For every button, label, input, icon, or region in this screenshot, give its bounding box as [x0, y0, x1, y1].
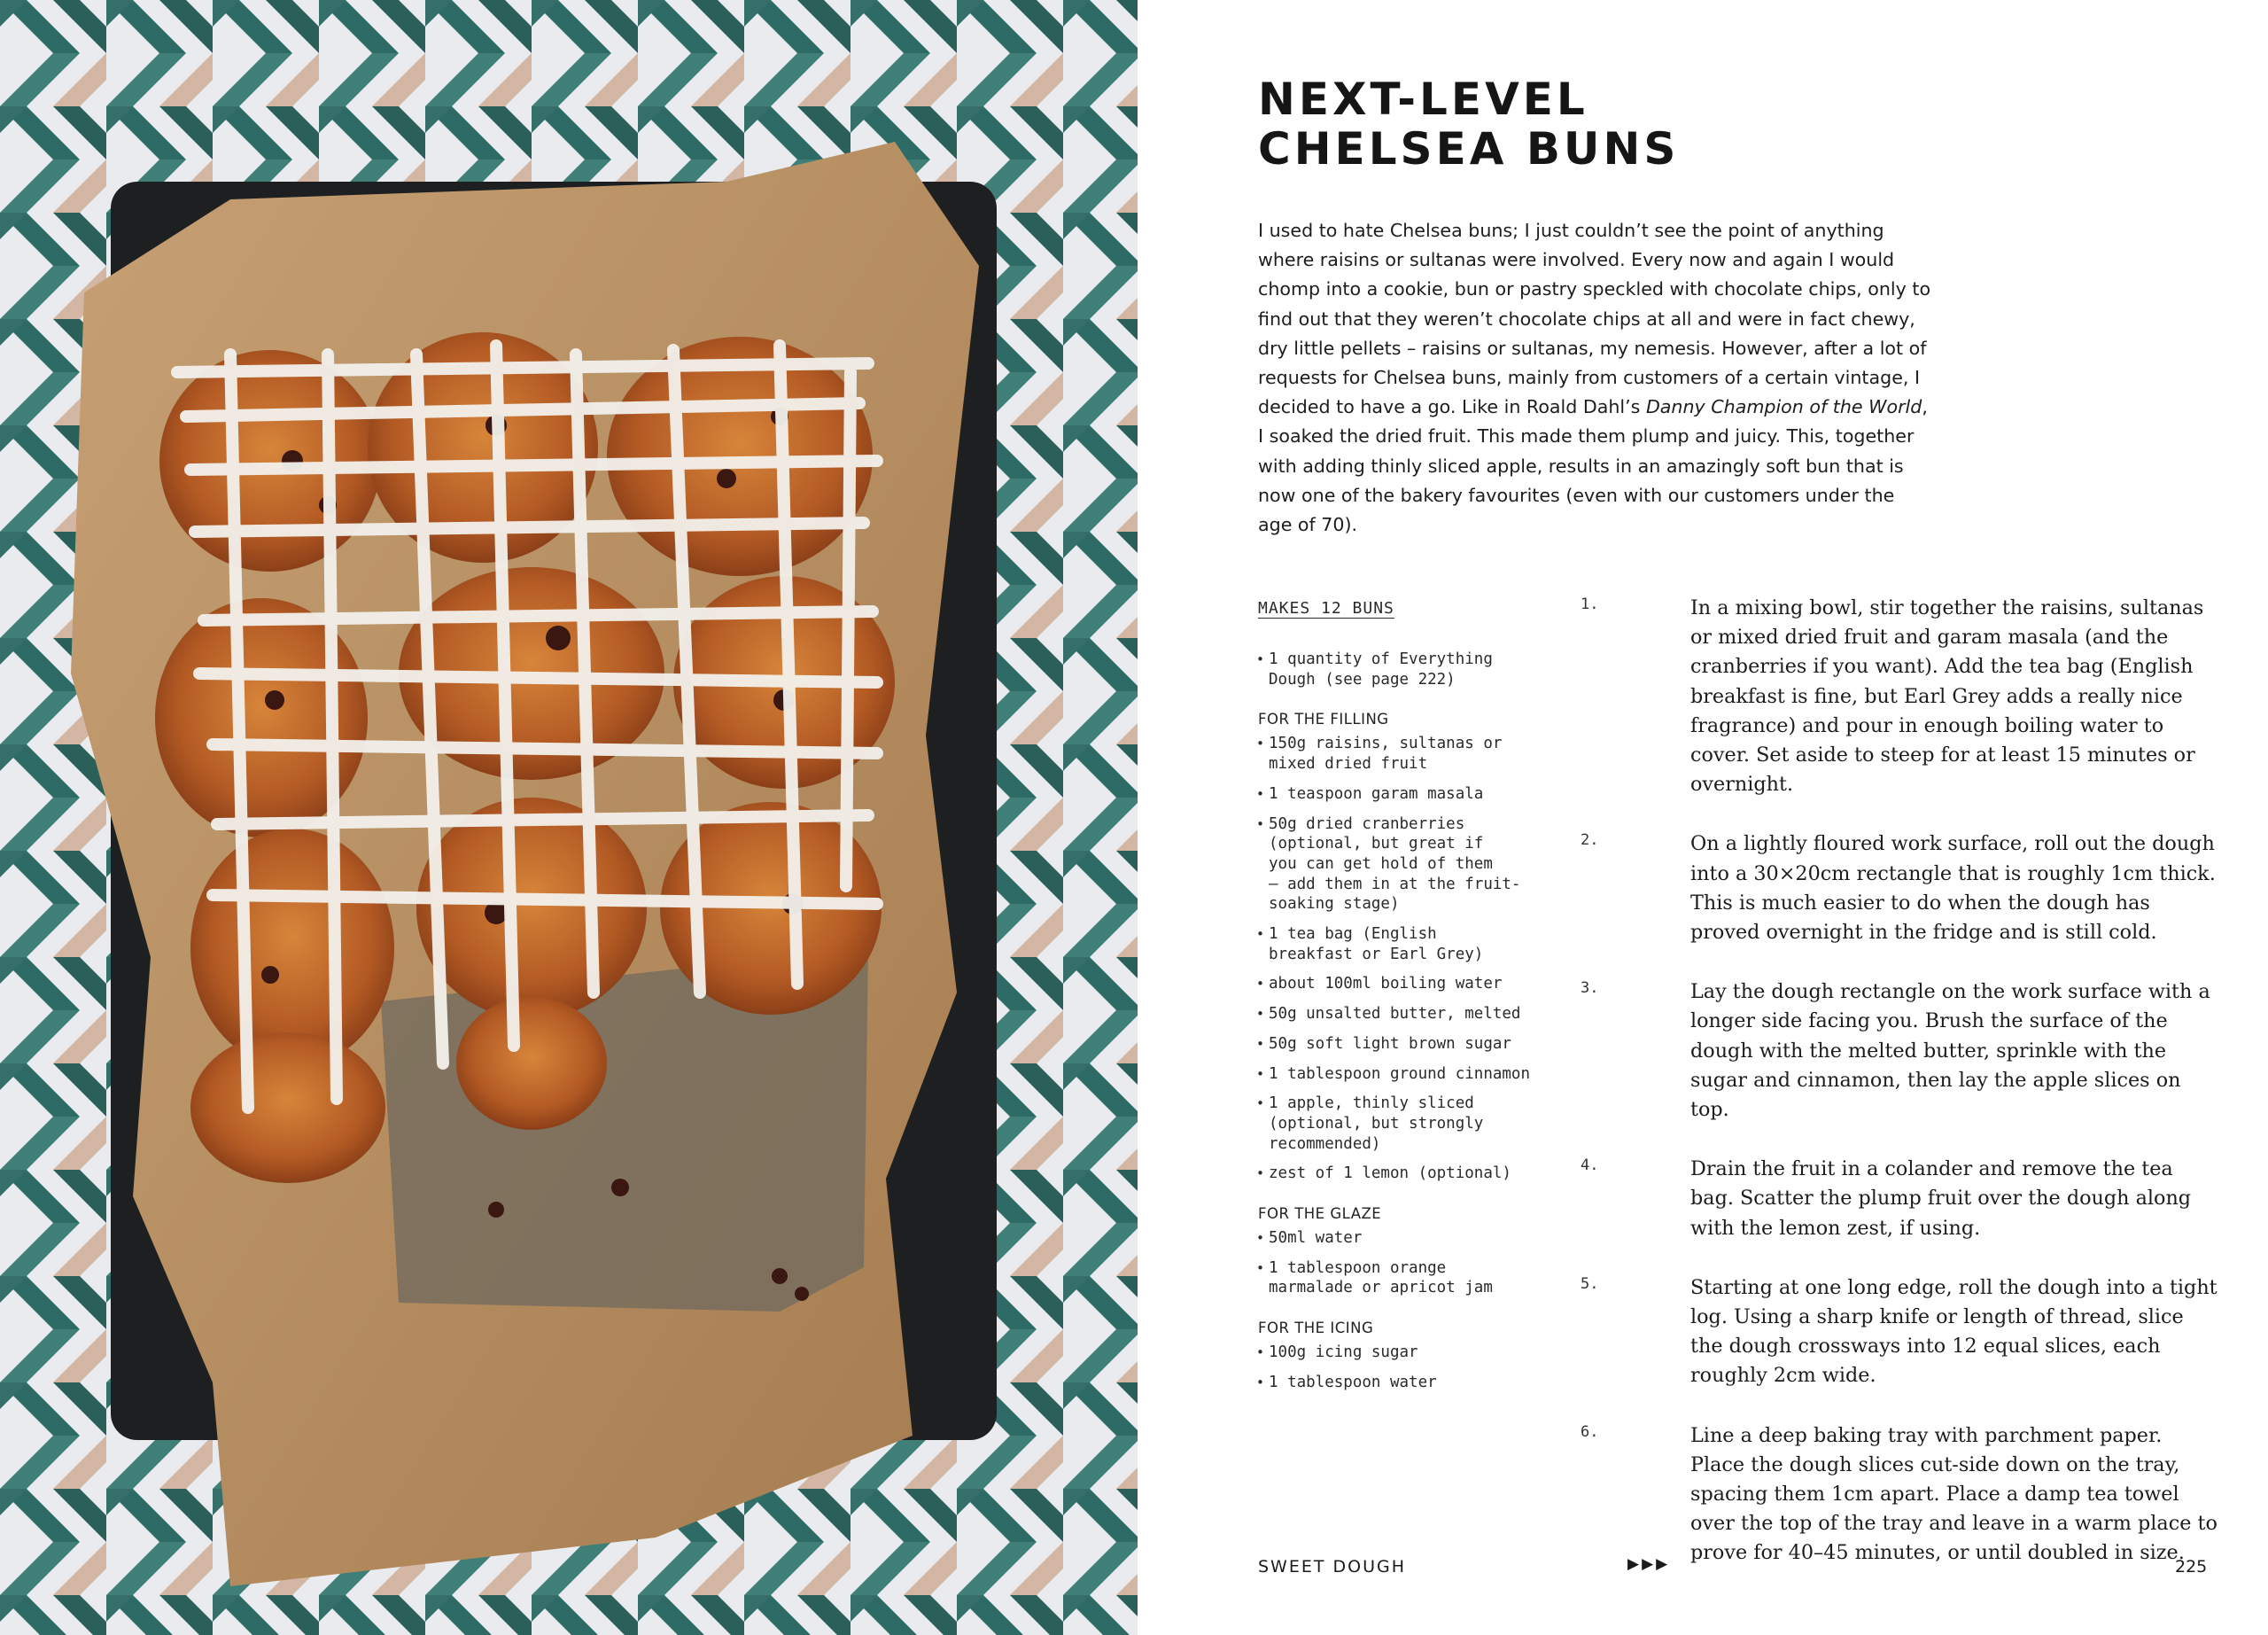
recipe-intro — [1258, 216, 1931, 540]
method-step — [1581, 829, 2218, 947]
yield-label: MAKES 12 BUNS — [1258, 599, 1394, 618]
ingredient-item: • 1 tablespoon ground cinnamon — [1258, 1064, 1568, 1085]
recipe-title — [1258, 74, 1679, 174]
ingredient-item: • 1 tablespoon water — [1258, 1373, 1568, 1393]
bun — [416, 798, 647, 1019]
intro-text-part-1: I used to hate Chelsea buns; I just couldn’t see the point of anything where raisins or sultanas were involved. Every now and again I would chomp into a cookie, bun or pastry speckled with chocolate chips, only to find out that they weren’t chocolate chips at all and were in fact chewy, dry little pellets – raisins or sultanas, my nemesis. However, after a lot of requests for Chelsea buns, mainly from customers of a certain vintage, I decided to have a go. Like in Roald Dahl’s — [1258, 220, 1931, 418]
step-number: 1. — [1581, 596, 1599, 613]
ingredient-group-title: FOR THE ICING — [1258, 1320, 1374, 1337]
ingredient-item: • zest of 1 lemon (optional) — [1258, 1164, 1568, 1184]
page-number: 225 — [2175, 1557, 2208, 1577]
footer-section-name: SWEET DOUGH — [1258, 1557, 1407, 1577]
ingredient-groups — [1258, 650, 1568, 1393]
ingredient-item: • 1 apple, thinly sliced (optional, but strongly recommended) — [1258, 1094, 1568, 1154]
ingredient-group-title: FOR THE GLAZE — [1258, 1205, 1382, 1223]
step-number: 4. — [1581, 1156, 1599, 1175]
ingredients-column — [1258, 599, 1568, 1403]
ingredient-item: • 50g unsalted butter, melted — [1258, 1004, 1568, 1024]
ingredient-item: • 1 tablespoon orange marmalade or apricot jam — [1258, 1258, 1568, 1298]
step-number: 2. — [1581, 831, 1599, 850]
ingredient-item: • 1 tea bag (English breakfast or Earl Grey) — [1258, 924, 1568, 964]
recipe-page — [1138, 0, 2268, 1635]
method-step — [1581, 1155, 2218, 1243]
step-text: On a lightly floured work surface, roll out the dough into a 30×20cm rectangle that is roughly 1cm thick. This is much easier to do when the dough has proved overnight in the fridge and is still cold. — [1690, 832, 2216, 945]
ingredient-item: • 50ml water — [1258, 1228, 1568, 1249]
intro-text-part-2: , I soaked the dried fruit. This made them plump and juicy. This, together with adding thinly sliced apple, results in an amazingly soft bun that is now one of the bakery favourites (even with our customers under the age of 70). — [1258, 396, 1928, 536]
step-number: 5. — [1581, 1274, 1599, 1293]
method-step — [1581, 594, 2218, 799]
bun — [159, 350, 381, 572]
continue-arrows-icon: ▶▶▶ — [1627, 1555, 1671, 1573]
ingredient-item: • 50g dried cranberries (optional, but great if you can get hold of them – add them in at the fruit- soaking stage) — [1258, 814, 1568, 915]
step-text: Line a deep baking tray with parchment paper. Place the dough slices cut-side down on the tray, spacing them 1cm apart. Place a damp tea towel over the top of the tray and leave in a warm place to prove for 40–45 minutes, or until doubled in size. — [1690, 1423, 2218, 1565]
ingredient-item: • 150g raisins, sultanas or mixed dried fruit — [1258, 734, 1568, 774]
ingredient-item: • 1 quantity of Everything Dough (see page 222) — [1258, 650, 1568, 689]
ingredient-list — [1258, 650, 1568, 689]
step-number: 6. — [1581, 1422, 1599, 1441]
bun — [190, 1032, 385, 1183]
step-text: Drain the fruit in a colander and remove the tea bag. Scatter the plump fruit over the dough along with the lemon zest, if using. — [1690, 1157, 2192, 1240]
ingredient-group-title: FOR THE FILLING — [1258, 711, 1389, 728]
bun — [456, 997, 607, 1130]
recipe-title-line-2: CHELSEA BUNS — [1258, 123, 1680, 175]
step-text: Starting at one long edge, roll the dough into a tight log. Using a sharp knife or length of thread, slice the dough crossways into 12 equal slices, each roughly 2cm wide. — [1690, 1275, 2218, 1388]
step-text: In a mixing bowl, stir together the raisins, sultanas or mixed dried fruit and garam masala (and the cranberries if you want). Add the tea bag (English breakfast is fine, but Earl Grey adds a really nice fragrance) and pour in enough boiling water to cover. Set aside to steep for at least 15 minutes or overnight. — [1690, 596, 2204, 797]
recipe-title-line-1: NEXT-LEVEL — [1258, 74, 1588, 125]
step-text: Lay the dough rectangle on the work surface with a longer side facing you. Brush the surface of the dough with the melted butter, sprinkle with the sugar and cinnamon, then lay the apple slices on top. — [1690, 980, 2210, 1122]
ingredient-item: • about 100ml boiling water — [1258, 974, 1568, 994]
bun — [190, 829, 394, 1068]
method-step — [1581, 1421, 2218, 1569]
ingredient-list — [1258, 734, 1568, 1184]
method-steps — [1581, 594, 2218, 1599]
step-number: 3. — [1581, 979, 1599, 998]
ingredient-item: • 100g icing sugar — [1258, 1343, 1568, 1363]
method-step — [1581, 977, 2218, 1125]
ingredient-item: • 1 teaspoon garam masala — [1258, 784, 1568, 805]
ingredient-item: • 50g soft light brown sugar — [1258, 1034, 1568, 1055]
ingredient-list — [1258, 1228, 1568, 1298]
ingredient-list — [1258, 1343, 1568, 1392]
intro-book-title: Danny Champion of the World — [1645, 396, 1922, 418]
method-step — [1581, 1273, 2218, 1391]
